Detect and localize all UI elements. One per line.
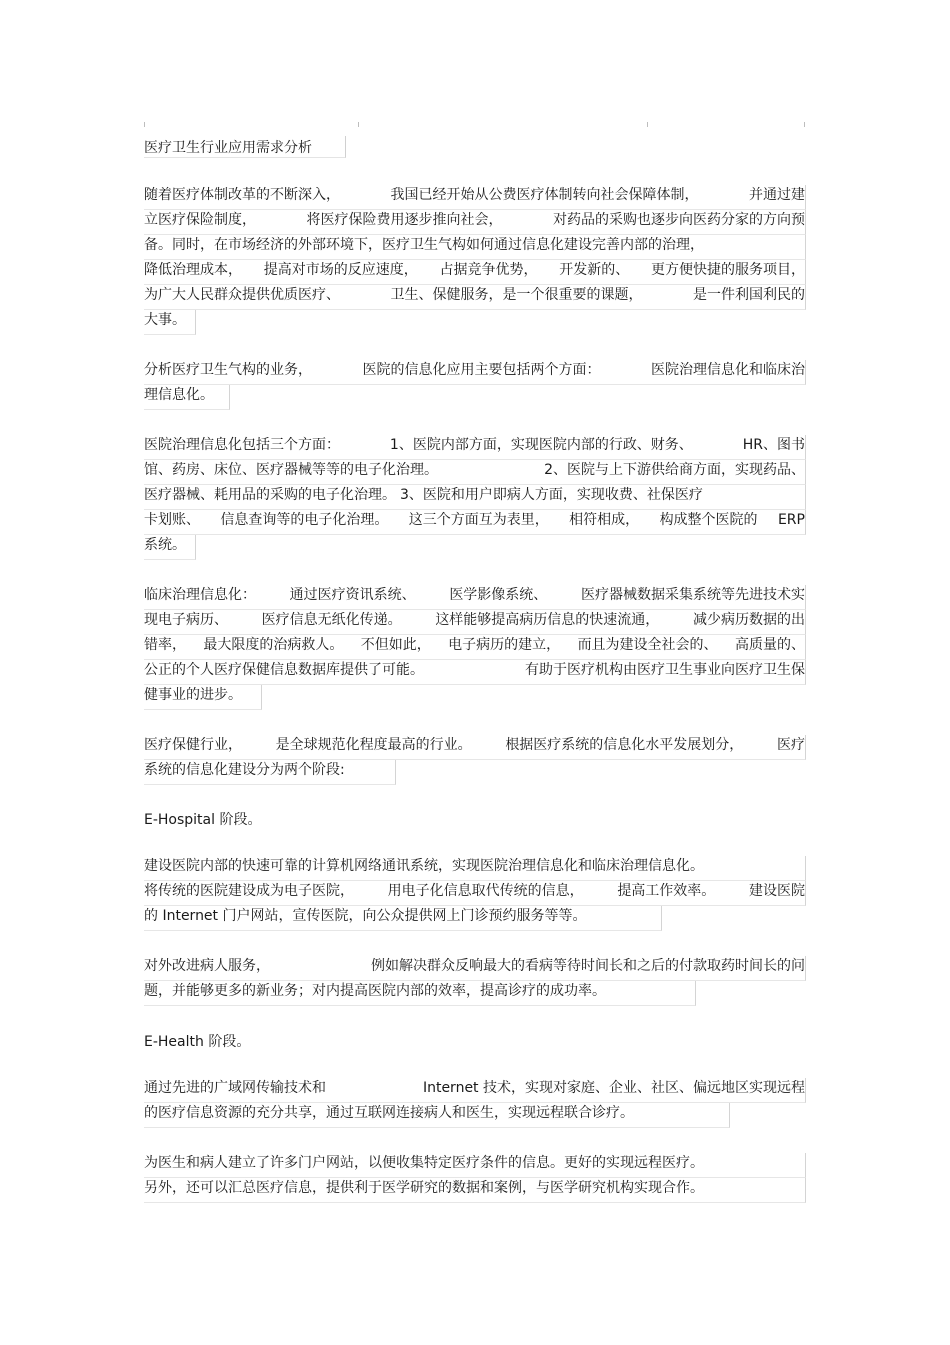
text-segment: 电子病历的建立， [448, 637, 561, 653]
text-line [144, 760, 396, 785]
text-line [144, 460, 806, 485]
text-segment: 信息查询等的电子化治理。 [220, 512, 389, 528]
text-segment: 医疗保健行业， [144, 737, 242, 753]
text-line [144, 510, 806, 535]
text-segment: 对药品的采购也逐步向医药分家的方向预 [553, 212, 805, 228]
heading-text: E-Hospital 阶段。 [144, 812, 262, 828]
text-segment: 系统的信息化建设分为两个阶段: [144, 762, 345, 778]
text-segment: 高质量的、 [734, 637, 805, 653]
text-line [144, 235, 806, 260]
text-segment: 另外，还可以汇总医疗信息，提供利于医学研究的数据和案例，与医学研究机构实现合作。 [144, 1180, 704, 1196]
text-line [144, 881, 806, 906]
text-segment: 例如解决群众反响最大的看病等待时间长和之后的付款取药时间长的问 [371, 958, 805, 974]
paragraph [144, 185, 806, 335]
text-line [144, 260, 806, 285]
text-line [144, 981, 696, 1006]
text-segment: ERP [777, 512, 805, 528]
text-segment: 的 Internet 门户网站，宣传医院，向公众提供网上门诊预约服务等等。 [144, 908, 587, 924]
section-heading [144, 809, 806, 831]
text-segment: 开发新的、 [559, 262, 630, 278]
text-segment: 将传统的医院建设成为电子医院， [144, 883, 354, 899]
text-segment: 最大限度的治病救人。 [203, 637, 344, 653]
text-segment: 降低治理成本， [144, 262, 242, 278]
paragraph [144, 435, 806, 560]
text-segment: 相符相成， [569, 512, 640, 528]
text-line [144, 660, 806, 685]
text-segment: 卡划账、 [144, 512, 200, 528]
text-segment: 立医疗保险制度， [144, 212, 256, 228]
text-segment: 的医疗信息资源的充分共享，通过互联网连接病人和医生，实现远程联合诊疗。 [144, 1105, 634, 1121]
text-segment: 2、医院与上下游供给商方面，实现药品、 [544, 462, 805, 478]
text-segment: HR、图书 [742, 437, 805, 453]
text-line [144, 1153, 806, 1178]
text-segment: 提高工作效率。 [617, 883, 716, 899]
text-line [144, 285, 806, 310]
text-line [144, 856, 806, 881]
paragraph [144, 360, 806, 410]
text-line [144, 210, 806, 235]
document-body [144, 136, 806, 1203]
text-segment: 医疗信息无纸化传递。 [261, 612, 402, 628]
text-segment: 我国已经开始从公费医疗体制转向社会保障体制， [390, 187, 699, 203]
text-segment: 减少病历数据的出 [692, 612, 805, 628]
text-segment: 医疗器械数据采集系统等先进技术实 [580, 587, 805, 603]
text-line [144, 310, 196, 335]
text-segment: 用电子化信息取代传统的信息， [387, 883, 584, 899]
text-segment: 分析医疗卫生气构的业务， [144, 362, 312, 378]
text-segment: 馆、药房、床位、医疗器械等等的电子化治理。 [144, 462, 438, 478]
text-line [144, 610, 806, 635]
header-ticks [144, 122, 806, 128]
text-segment: 公正的个人医疗保健信息数据库提供了可能。 [144, 662, 424, 678]
text-line [144, 535, 196, 560]
text-segment: 医院治理信息化包括三个方面： [144, 437, 340, 453]
text-line [144, 585, 806, 610]
document-title: 医疗卫生行业应用需求分析 [144, 136, 806, 161]
text-line [144, 635, 806, 660]
text-line [144, 360, 806, 385]
paragraph [144, 585, 806, 710]
text-segment: 为医生和病人建立了许多门户网站，以便收集特定医疗条件的信息。更好的实现远程医疗。 [144, 1155, 704, 1171]
text-segment: 备。同时，在市场经济的外部环境下，医疗卫生气构如何通过信息化建设完善内部的治理， [144, 237, 704, 253]
text-segment: 题，并能够更多的新业务；对内提高医院内部的效率，提高诊疗的成功率。 [144, 983, 606, 999]
text-line [144, 1103, 730, 1128]
text-segment: 为广大人民群众提供优质医疗、 [144, 287, 340, 303]
text-segment: 医疗器械、耗用品的采购的电子化治理。 [144, 487, 396, 503]
text-segment: 提高对市场的反应速度， [263, 262, 418, 278]
paragraph [144, 1153, 806, 1203]
text-segment: 医学影像系统、 [449, 587, 548, 603]
text-segment: 占据竞争优势， [439, 262, 538, 278]
text-segment: 随着医疗体制改革的不断深入， [144, 187, 340, 203]
text-segment: 根据医疗系统的信息化水平发展划分， [505, 737, 744, 753]
text-segment: 有助于医疗机构由医疗卫生事业向医疗卫生保 [525, 662, 805, 678]
text-segment: 3、医院和用户即病人方面，实现收费、社保医疗 [400, 487, 703, 503]
text-segment: Internet 技术，实现对家庭、企业、社区、偏远地区实现远程 [422, 1080, 805, 1096]
text-segment: 是全球规范化程度最高的行业。 [275, 737, 472, 753]
section-heading [144, 1031, 806, 1053]
text-segment: 医院的信息化应用主要包括两个方面： [362, 362, 601, 378]
text-segment: 大事。 [144, 312, 186, 328]
text-segment: 不但如此， [360, 637, 431, 653]
text-segment: 是一件利国利民的 [693, 287, 805, 303]
text-line [144, 385, 230, 410]
text-segment: 构成整个医院的 [659, 512, 758, 528]
text-segment: 医院治理信息化和临床治 [651, 362, 805, 378]
text-segment: 这三个方面互为表里， [408, 512, 549, 528]
text-line [144, 185, 806, 210]
text-segment: 建设医院 [748, 883, 805, 899]
text-segment: 1、医院内部方面，实现医院内部的行政、财务、 [389, 437, 693, 453]
text-line [144, 485, 806, 510]
text-segment: 这样能够提高病历信息的快速流通， [435, 612, 660, 628]
text-line [144, 685, 262, 710]
text-segment: 并通过建 [749, 187, 805, 203]
text-segment: 建设医院内部的快速可靠的计算机网络通讯系统，实现医院治理信息化和临床治理信息化。 [144, 858, 704, 874]
text-segment: 健事业的进步。 [144, 687, 242, 703]
text-segment: 通过先进的广域网传输技术和 [144, 1080, 326, 1096]
text-line [144, 735, 806, 760]
text-segment: 错率， [144, 637, 186, 653]
text-line [144, 1178, 806, 1203]
paragraph [144, 956, 806, 1006]
heading-text: E-Health 阶段。 [144, 1034, 251, 1050]
text-segment: 理信息化。 [144, 387, 214, 403]
text-segment: 卫生、保健服务，是一个很重要的课题， [390, 287, 643, 303]
text-segment: 将医疗保险费用逐步推向社会， [306, 212, 503, 228]
paragraph [144, 1078, 806, 1128]
paragraph [144, 856, 806, 931]
text-segment: 更方便快捷的服务项目， [651, 262, 805, 278]
text-segment: 而且为建设全社会的、 [577, 637, 718, 653]
text-line [144, 906, 662, 931]
text-line [144, 956, 806, 981]
text-line [144, 435, 806, 460]
text-segment: 对外改进病人服务， [144, 958, 270, 974]
text-segment: 医疗 [776, 737, 805, 753]
text-segment: 临床治理信息化： [144, 587, 256, 603]
text-segment: 系统。 [144, 537, 186, 553]
text-segment: 现电子病历、 [144, 612, 228, 628]
text-segment: 通过医疗资讯系统、 [289, 587, 416, 603]
text-line [144, 1078, 806, 1103]
paragraph [144, 735, 806, 785]
